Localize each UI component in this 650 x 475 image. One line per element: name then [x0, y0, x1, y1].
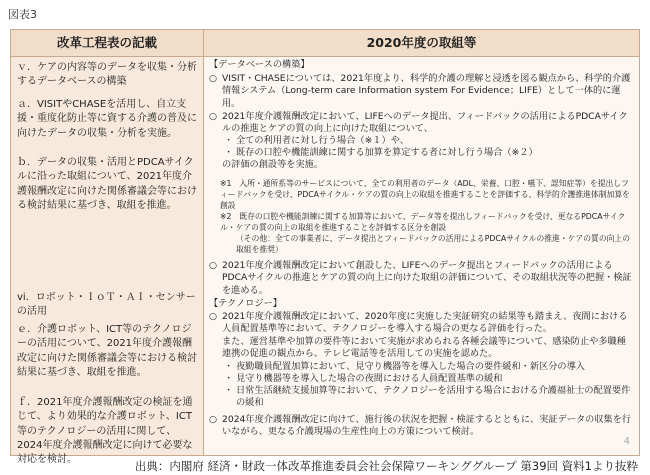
- table-header: [11, 30, 639, 57]
- sub-bullet-dot: ・: [224, 147, 234, 158]
- bullet-circle: ○: [209, 260, 218, 271]
- bullet-visit-chase: VISIT・CHASEについては、2021年度より、科学的介護の理解と浸透を図る観点から、科学的介護情報システム（Long-term care Information system For Evidence；LIFE）として一体的に運用。: [222, 73, 631, 109]
- left-item-e: ｅ．介護ロボット、ICT等のテクノロジーの活用について、2021年度介護報酬改定に向けた関係審議会等における検討結果に基づき、取組を推進。: [17, 324, 197, 378]
- source-footer: 出典：内閣府 経済・財政一体改革推進委員会社会保障ワーキンググループ 第39回 資料1より抜粋: [134, 459, 638, 473]
- sub-bullet-dot: ・: [224, 373, 234, 384]
- sub-bullet-all-users: 全ての利用者に対し行う場合（※１）や、: [236, 135, 409, 146]
- left-item-a: ａ．VISITやCHASEを活用し、自立支援・重度化防止等に資する介護の普及に向けたデータの収集・分析を実施。: [17, 99, 197, 139]
- bullet-circle: ○: [209, 311, 218, 322]
- sub-bullet-dot: ・: [224, 385, 234, 396]
- bullet-tech-2021: 2021年度介護報酬改定において、2020年度に実施した実証研究の結果等も踏まえ、夜間における人員配置基準等において、テクノロジーを導入する場合の更なる評価を行った。: [222, 311, 628, 335]
- left-column: [11, 57, 203, 466]
- footnote-2: ※2 既存の口腔や機能訓練に関する加算等において、データ等を提出しフィードバックを受け、更なるPDCAサイクル・ケアの質の向上の取組を推進することを評価する区分を創設: [220, 212, 626, 232]
- bullet-circle: ○: [209, 73, 218, 84]
- sub-bullet-dot: ・: [224, 135, 234, 146]
- section-title-technology: 【テクノロジー】: [209, 298, 282, 309]
- sub-bullet-staffing-standard: 見守り機器等を導入した場合の夜間における人員配置基準の緩和: [236, 373, 503, 384]
- section-title-database: 【データベースの構築】: [209, 59, 310, 70]
- left-item-vi: vi．ロボット・ＩｏＴ・ＡＩ・センサーの活用: [17, 292, 196, 318]
- header-right: 2020年度の取組等: [366, 35, 477, 50]
- sub-bullet-care-worker: 日常生活継続支援加算等において、テクノロジーを活用する場合における介護福祉士の配置要件の緩和: [236, 385, 631, 409]
- header-left: 改革工程表の記載: [56, 35, 157, 50]
- bullet-tech-2024: 2024年度介護報酬改定に向けて、施行後の状況を把握・検証するとともに、実証データの収集を行いながら、更なる介護現場の生産性向上の方策について検討。: [222, 414, 632, 438]
- bullet-tech-2021-cont: また、運営基準や加算の要件等において実施が求められる各種会議等について、感染防止や多職種連携の促進の観点から、テレビ電話等を活用しての実施を認めた。: [222, 336, 626, 360]
- sub-bullet-dot: ・: [224, 361, 234, 372]
- footnote-3: （その他：全ての事業者に、データ提出とフィードバックの活用によるPDCAサイクルの推進・ケアの質の向上の取組を推奨）: [236, 234, 631, 254]
- sub-bullet-existing: 既存の口腔や機能訓練に関する加算を算定する者に対し行う場合（※２）: [236, 147, 538, 158]
- page-number: 4: [623, 436, 630, 447]
- left-item-f: ｆ．2021年度介護報酬改定の検証を通じて、より効果的な介護ロボット、ICT等のテクノロジーの活用に関して、2024年度介護報酬改定に向けて必要な対応を検討。: [17, 397, 193, 466]
- bullet-life-2021-end: の評価の創設等を実施。: [222, 159, 324, 170]
- sub-bullet-night-staff: 夜勤職員配置加算において、見守り機器等を導入した場合の要件緩和・新区分の導入: [236, 361, 585, 372]
- figure-label: 図表3: [8, 8, 37, 21]
- left-item-b: ｂ．データの収集・活用とPDCAサイクルに沿った取組について、2021年度介護報酬改定に向けた関係審議会等における検討結果に基づき、取組を推進。: [17, 157, 197, 211]
- bullet-circle: ○: [209, 111, 218, 122]
- bullet-life-verification: 2021年度介護報酬改定において創設した、LIFEへのデータ提出とフィードバックの活用によるPDCAサイクルの推進とケアの質の向上に向けた取組の評価について、その取組状況等の把握・検証を進める。: [222, 260, 632, 296]
- bullet-circle: ○: [209, 414, 218, 425]
- bullet-life-2021: 2021年度介護報酬改定において、LIFEへのデータ提出、フィードバックの活用によるPDCAサイクルの推進とケアの質の向上に向けた取組について、: [222, 111, 628, 135]
- footnote-1: ※1 入所・通所系等のサービスについて、全ての利用者のデータ（ADL、栄養、口腔・嚥下、認知症等）を提出しフィードバックを受け、PDCAサイクル・ケアの質の向上の取組を推進することを評価する、科学的介護推進体制加算を創設: [220, 179, 630, 210]
- left-item-v: ｖ．ケアの内容等のデータを収集・分析するデータベースの構築: [17, 62, 197, 88]
- right-column: [204, 57, 639, 455]
